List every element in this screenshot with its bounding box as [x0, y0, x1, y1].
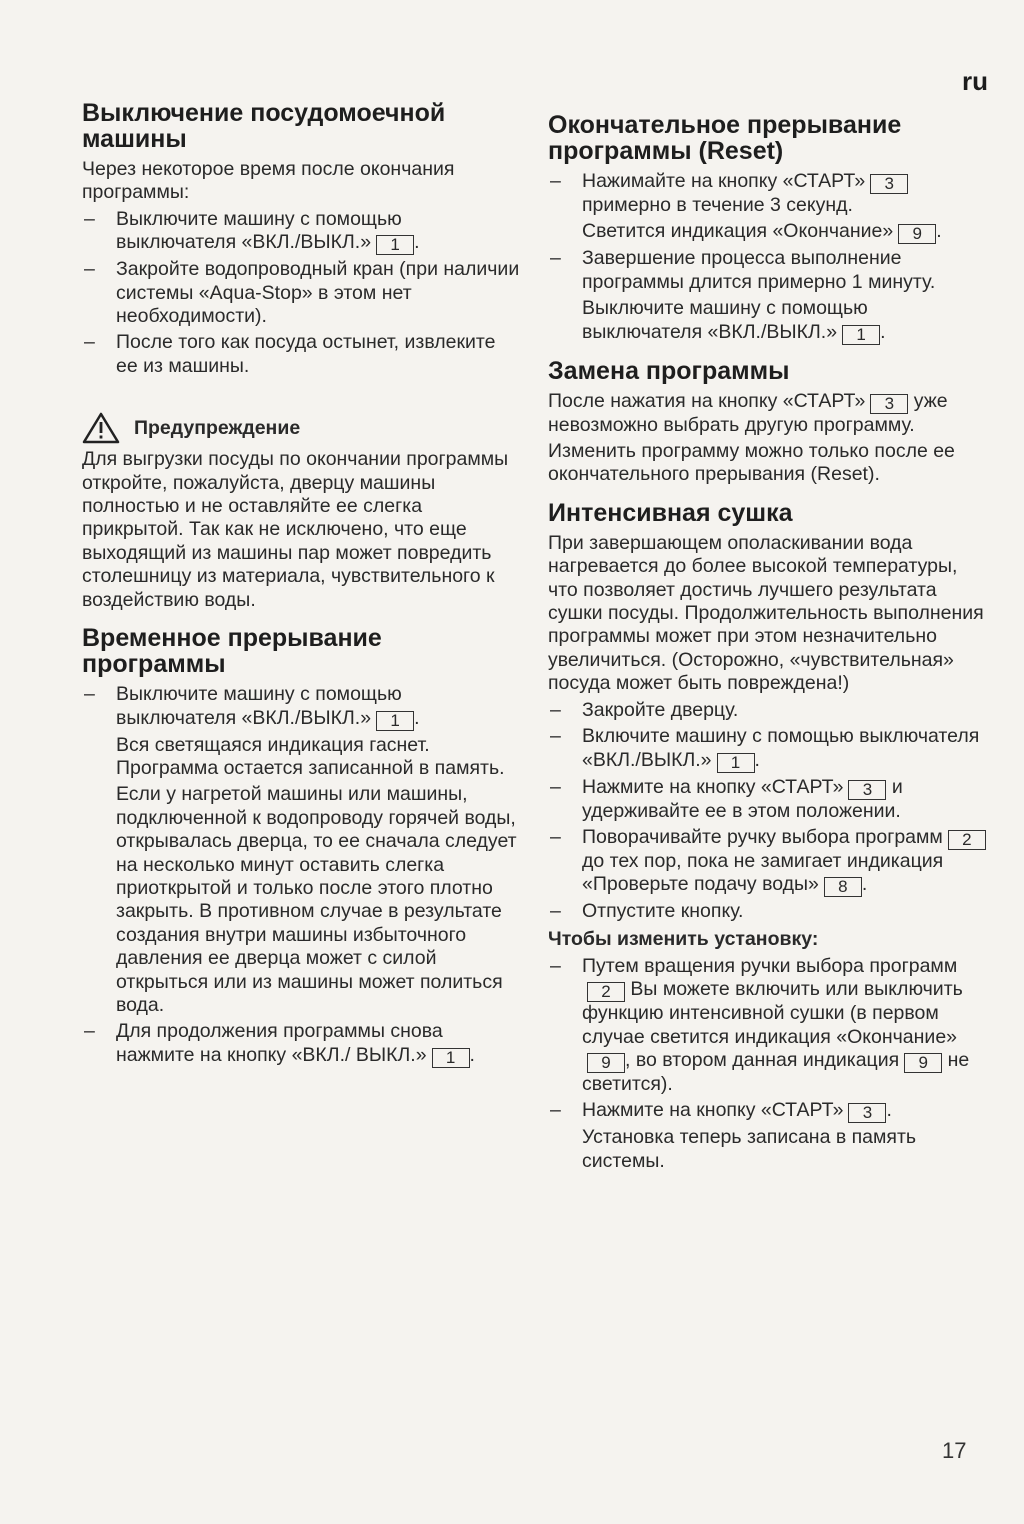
steps-list: [548, 699, 988, 924]
key-label: 8: [824, 877, 862, 897]
right-column: [548, 112, 988, 1176]
list-item: – Выключите машину с помощью выключателя «ВКЛ./ВЫКЛ.» 1 .: [82, 683, 522, 730]
list-item: – Включите машину с помощью выключателя «ВКЛ./ВЫКЛ.» 1 .: [548, 725, 988, 772]
list-item: – Нажмите на кнопку «СТАРТ» 3 .: [548, 1099, 988, 1123]
list-item: – Нажмите на кнопку «СТАРТ» 3 и удерживайте ее в этом положении.: [548, 776, 988, 823]
list-item: – Поворачивайте ручку выбора программ 2 до тех пор, пока не замигает индикация «Проверьте подачу воды» 8 .: [548, 826, 988, 897]
sub-paragraph: Установка теперь записана в память системы.: [582, 1126, 917, 1172]
list-item: – После того как посуда остынет, извлеките ее из машины.: [82, 331, 522, 378]
list-item: – Выключите машину с помощью выключателя «ВКЛ./ВЫКЛ.» 1 .: [82, 208, 522, 255]
section-title-change: Замена программы: [548, 356, 790, 385]
steps-list: [548, 170, 988, 217]
paragraph: Изменить программу можно только после ее окончательного прерывания (Reset).: [548, 440, 955, 486]
sub-paragraph: Светится индикация «Окончание» 9 .: [582, 220, 942, 244]
section-title-pause: Временное прерывание программы: [82, 624, 382, 679]
key-label: 3: [848, 780, 886, 800]
list-item: – Закройте водопроводный кран (при наличии системы «Aqua-Stop» в этом нет необходимости).: [82, 258, 522, 328]
key-label: 1: [842, 325, 880, 345]
list-item: – Отпустите кнопку.: [548, 900, 988, 923]
key-label: 1: [717, 753, 755, 773]
section-title-intensive-dry: Интенсивная сушка: [548, 498, 793, 527]
key-label: 2: [587, 982, 625, 1002]
key-label: 3: [848, 1103, 886, 1123]
key-label: 3: [870, 174, 908, 194]
subheading: Чтобы изменить установку:: [548, 927, 819, 950]
list-item: – Закройте дверцу.: [548, 699, 988, 722]
list-item: – Для продолжения программы снова нажмите на кнопку «ВКЛ./ ВЫКЛ.» 1 .: [82, 1020, 522, 1067]
steps-list: [82, 1020, 522, 1067]
sub-paragraph: Вся светящаяся индикация гаснет. Программа остается записанной в память.: [116, 733, 505, 779]
section-title-reset: Окончательное прерывание программы (Reset): [548, 111, 902, 165]
sub-paragraph: Выключите машину с помощью выключателя «ВКЛ./ВЫКЛ.» 1 .: [582, 297, 886, 344]
key-label: 1: [376, 235, 414, 255]
section-intro: Через некоторое время после окончания программы:: [82, 158, 455, 204]
warning-title: Предупреждение: [134, 416, 301, 439]
page-number: 17: [942, 1438, 967, 1463]
key-label: 1: [376, 711, 414, 731]
sub-paragraph: Если у нагретой машины или машины, подключенной к водопроводу горячей воды, открывалась дверца, то ее сначала следует на несколько минут оставить слегка приоткрытой и только после этого плотно закрыть. В противном случае в результате создания внутри машины избыточного давления ее дверца может с силой открыться или из машины может политься вода.: [116, 783, 517, 1016]
left-column: [82, 100, 522, 1071]
key-label: 1: [432, 1048, 470, 1068]
warning-heading: [82, 412, 522, 444]
warning-triangle-icon: [82, 412, 120, 444]
key-label: 3: [870, 394, 908, 414]
section-title-switch-off: Выключение посудомоечной машины: [82, 99, 446, 153]
key-label: 9: [587, 1053, 625, 1073]
language-code: ru: [962, 66, 988, 96]
key-label: 2: [948, 830, 986, 850]
key-label: 9: [898, 224, 936, 244]
list-item: – Путем вращения ручки выбора программ2 Вы можете включить или выключить функцию интенсивной сушки (в первом случае светится индикация «Окончание»9 , во втором данная индикация 9 не светится).: [548, 955, 988, 1097]
steps-list: [82, 208, 522, 378]
key-label: 9: [904, 1053, 942, 1073]
steps-list: [548, 955, 988, 1124]
steps-list: [548, 247, 988, 294]
warning-text: Для выгрузки посуды по окончании программы откройте, пожалуйста, дверцу машины полностью и не оставляйте ее слегка прикрытой. Так как не исключено, что еще выходящий из машины пар может повредить столешницу из материала, чувствительного к воздействию воды.: [82, 448, 509, 611]
list-item: – Нажимайте на кнопку «СТАРТ» 3 примерно в течение 3 секунд.: [548, 170, 988, 217]
section-intro: При завершающем ополаскивании вода нагревается до более высокой температуры, что позволяет достичь лучшего результата сушки посуды. Продолжительность выполнения программы может при этом незначительно увеличиться. (Осторожно, «чувствительная» посуда может быть повреждена!): [548, 531, 984, 695]
steps-list: [82, 683, 522, 730]
paragraph: После нажатия на кнопку «СТАРТ» 3 уже невозможно выбрать другую программу.: [548, 389, 948, 436]
list-item: – Завершение процесса выполнение программы длится примерно 1 минуту.: [548, 247, 988, 294]
